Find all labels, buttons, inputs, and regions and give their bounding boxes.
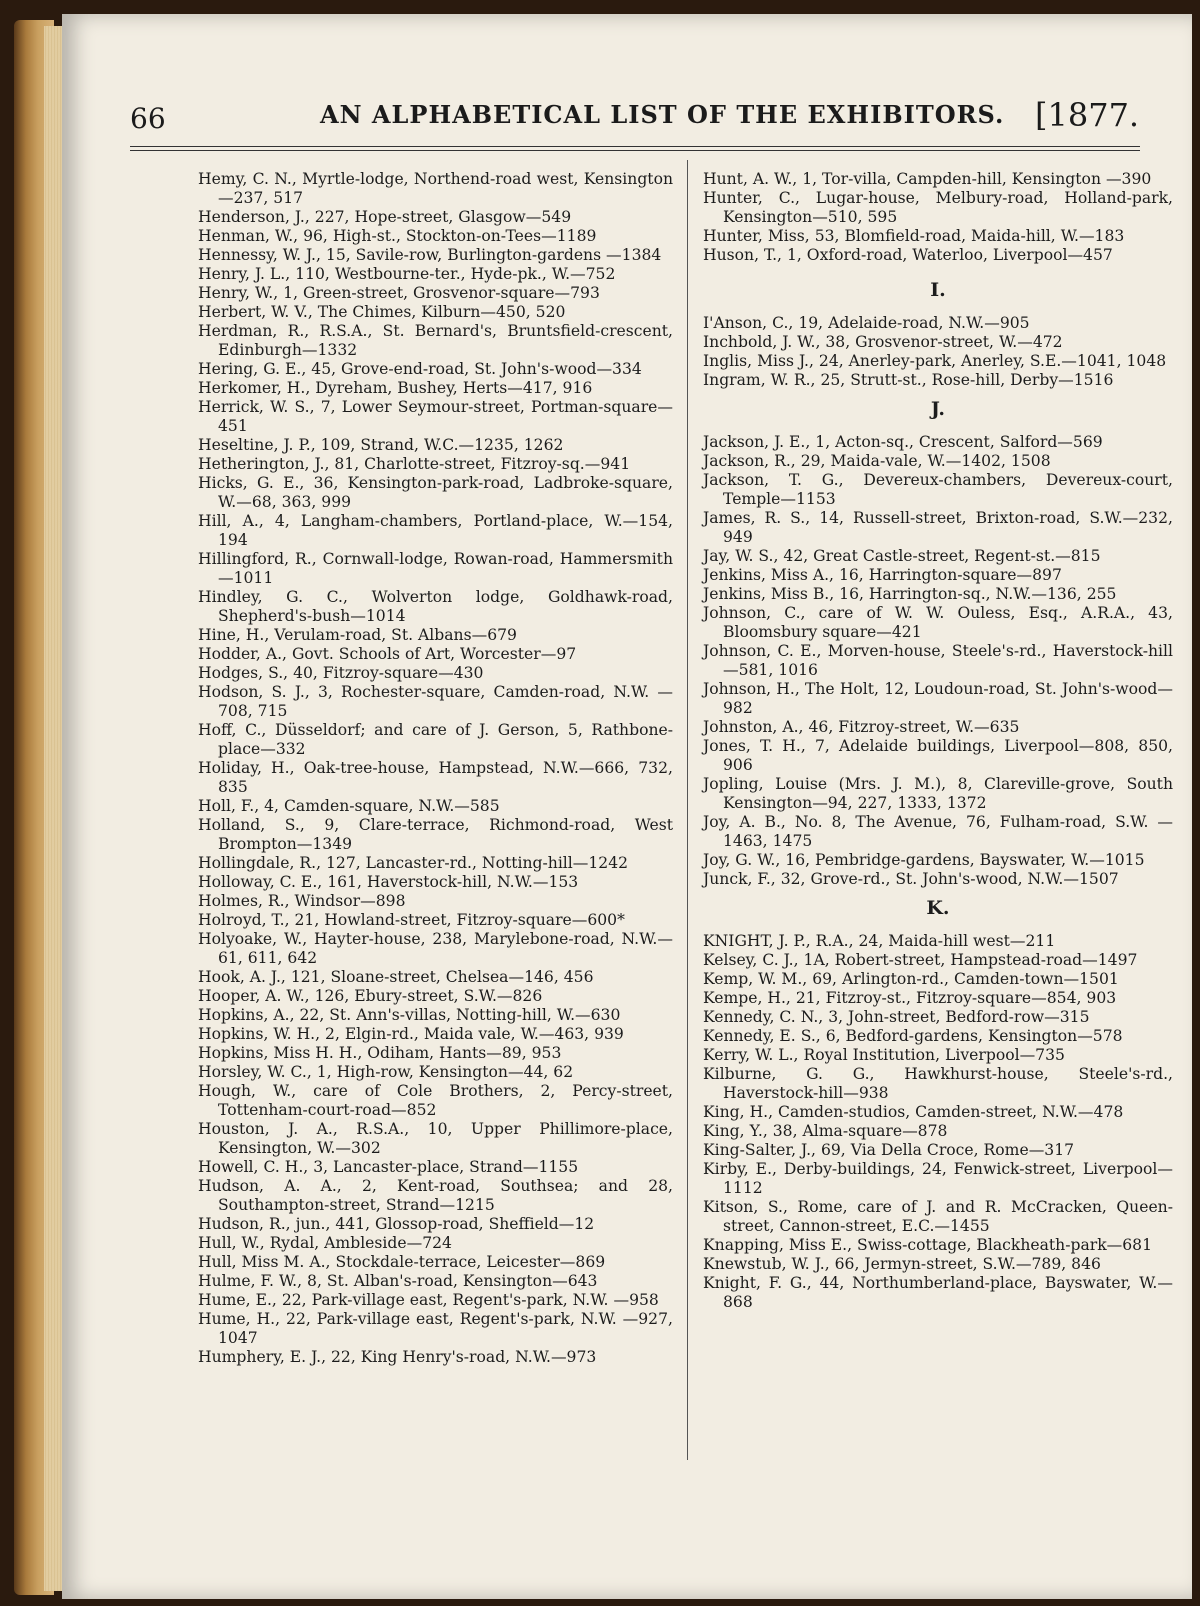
exhibitor-entry: Jay, W. S., 42, Great Castle-street, Regent-st.—815 — [703, 547, 1101, 565]
exhibitor-entry: Houston, J. A., R.S.A., 10, Upper Phillimore-place, Kensington, W.—302 — [198, 1120, 673, 1157]
section-heading-k: K. — [926, 897, 950, 919]
exhibitor-entry: Holmes, R., Windsor—898 — [198, 892, 406, 910]
exhibitor-entry: Herdman, R., R.S.A., St. Bernard's, Bruntsfield-crescent, Edinburgh—1332 — [198, 322, 673, 359]
exhibitor-entry: Holiday, H., Oak-tree-house, Hampstead, N.W.—666, 732, 835 — [198, 759, 673, 796]
exhibitor-entry: Heseltine, J. P., 109, Strand, W.C.—1235, 1262 — [198, 436, 564, 454]
exhibitor-entry: Hudson, R., jun., 441, Glossop-road, Sheffield—12 — [198, 1215, 595, 1233]
exhibitor-entry: Hunt, A. W., 1, Tor-villa, Campden-hill, Kensington —390 — [703, 170, 1152, 188]
exhibitor-entry: Huson, T., 1, Oxford-road, Waterloo, Liverpool—457 — [703, 246, 1113, 264]
exhibitor-entry: Junck, F., 32, Grove-rd., St. John's-wood, N.W.—1507 — [703, 870, 1119, 888]
exhibitor-entry: Hough, W., care of Cole Brothers, 2, Percy-street, Tottenham-court-road—852 — [198, 1082, 673, 1119]
exhibitor-entry: Henry, W., 1, Green-street, Grosvenor-square—793 — [198, 284, 600, 302]
exhibitor-entry: Hemy, C. N., Myrtle-lodge, Northend-road west, Kensington—237, 517 — [198, 170, 673, 207]
exhibitor-entry: Holyoake, W., Hayter-house, 238, Marylebone-road, N.W.—61, 611, 642 — [198, 930, 673, 967]
exhibitor-entry: Kelsey, C. J., 1A, Robert-street, Hampstead-road—1497 — [703, 951, 1138, 969]
right-column — [703, 170, 1173, 1312]
exhibitor-entry: Knapping, Miss E., Swiss-cottage, Blackheath-park—681 — [703, 1236, 1153, 1254]
section-heading-j: J. — [930, 398, 946, 420]
exhibitor-entry: Hill, A., 4, Langham-chambers, Portland-place, W.—154, 194 — [198, 512, 673, 549]
exhibitor-entry: Hillingford, R., Cornwall-lodge, Rowan-road, Hammersmith—1011 — [198, 550, 673, 587]
section-heading-i: I. — [930, 279, 946, 301]
page-header — [130, 92, 1140, 142]
header-rule-second — [130, 150, 1140, 151]
exhibitor-entry: KNIGHT, J. P., R.A., 24, Maida-hill west—211 — [703, 932, 1056, 950]
exhibitor-entry: Jackson, T. G., Devereux-chambers, Devereux-court, Temple—1153 — [703, 471, 1173, 508]
exhibitor-entry: Jopling, Louise (Mrs. J. M.), 8, Clareville-grove, South Kensington—94, 227, 1333, 1372 — [703, 775, 1173, 812]
exhibitor-entry: Hodder, A., Govt. Schools of Art, Worcester—97 — [198, 645, 577, 663]
exhibitor-entry: James, R. S., 14, Russell-street, Brixton-road, S.W.—232, 949 — [703, 509, 1173, 546]
exhibitor-entry: Hopkins, Miss H. H., Odiham, Hants—89, 953 — [198, 1044, 562, 1062]
k-entries — [703, 932, 1173, 1312]
exhibitor-entry: I'Anson, C., 19, Adelaide-road, N.W.—905 — [703, 314, 1030, 332]
exhibitor-entry: Henry, J. L., 110, Westbourne-ter., Hyde-pk., W.—752 — [198, 265, 616, 283]
exhibitor-entry: Jones, T. H., 7, Adelaide buildings, Liverpool—808, 850, 906 — [703, 737, 1173, 774]
exhibitor-entry: Hull, Miss M. A., Stockdale-terrace, Leicester—869 — [198, 1253, 606, 1271]
exhibitor-entry: Kilburne, G. G., Hawkhurst-house, Steele's-rd., Haverstock-hill—938 — [703, 1065, 1173, 1102]
exhibitor-entry: Howell, C. H., 3, Lancaster-place, Strand—1155 — [198, 1158, 579, 1176]
exhibitor-entry: Hicks, G. E., 36, Kensington-park-road, Ladbroke-square, W.—68, 363, 999 — [198, 474, 673, 511]
exhibitor-entry: Hetherington, J., 81, Charlotte-street, Fitzroy-sq.—941 — [198, 455, 631, 473]
exhibitor-entry: Kerry, W. L., Royal Institution, Liverpool—735 — [703, 1046, 1065, 1064]
exhibitor-entry: Jenkins, Miss A., 16, Harrington-square—897 — [703, 566, 1062, 584]
exhibitor-entry: Kempe, H., 21, Fitzroy-st., Fitzroy-square—854, 903 — [703, 989, 1117, 1007]
exhibitor-entry: Hine, H., Verulam-road, St. Albans—679 — [198, 626, 517, 644]
exhibitor-entry: Holloway, C. E., 161, Haverstock-hill, N.W.—153 — [198, 873, 579, 891]
exhibitor-entry: Jackson, R., 29, Maida-vale, W.—1402, 1508 — [703, 452, 1051, 470]
exhibitor-entry: Hunter, C., Lugar-house, Melbury-road, Holland-park, Kensington—510, 595 — [703, 189, 1173, 226]
exhibitor-entry: Knight, F. G., 44, Northumberland-place, Bayswater, W.—868 — [703, 1274, 1173, 1311]
exhibitor-entry: Hindley, G. C., Wolverton lodge, Goldhawk-road, Shepherd's-bush—1014 — [198, 588, 673, 625]
exhibitor-entry: Hull, W., Rydal, Ambleside—724 — [198, 1234, 452, 1252]
exhibitor-entry: Inglis, Miss J., 24, Anerley-park, Anerley, S.E.—1041, 1048 — [703, 352, 1167, 370]
exhibitor-entry: Hume, H., 22, Park-village east, Regent's-park, N.W. —927, 1047 — [198, 1310, 673, 1347]
exhibitor-entry: Kemp, W. M., 69, Arlington-rd., Camden-town—1501 — [703, 970, 1119, 988]
exhibitor-entry: Hulme, F. W., 8, St. Alban's-road, Kensington—643 — [198, 1272, 598, 1290]
exhibitor-entry: Kirby, E., Derby-buildings, 24, Fenwick-street, Liverpool—1112 — [703, 1160, 1173, 1197]
exhibitor-entry: Hoff, C., Düsseldorf; and care of J. Gerson, 5, Rathbone-place—332 — [198, 721, 673, 758]
exhibitor-entry: Joy, G. W., 16, Pembridge-gardens, Bayswater, W.—1015 — [703, 851, 1145, 869]
exhibitor-entry: Hook, A. J., 121, Sloane-street, Chelsea—146, 456 — [198, 968, 594, 986]
exhibitor-entry: Horsley, W. C., 1, High-row, Kensington—44, 62 — [198, 1063, 574, 1081]
exhibitor-entry: Joy, A. B., No. 8, The Avenue, 76, Fulham-road, S.W. —1463, 1475 — [703, 813, 1173, 850]
i-entries — [703, 314, 1173, 390]
exhibitor-entry: Hudson, A. A., 2, Kent-road, Southsea; and 28, Southampton-street, Strand—1215 — [198, 1177, 673, 1214]
exhibitor-entry: Jenkins, Miss B., 16, Harrington-sq., N.W.—136, 255 — [703, 585, 1117, 603]
exhibitor-entry: Ingram, W. R., 25, Strutt-st., Rose-hill, Derby—1516 — [703, 371, 1114, 389]
page-title: AN ALPHABETICAL LIST OF THE EXHIBITORS. — [320, 100, 1005, 129]
exhibitor-entry: Hering, G. E., 45, Grove-end-road, St. John's-wood—334 — [198, 360, 642, 378]
column-divider — [687, 160, 688, 1460]
exhibitor-entry: Jackson, J. E., 1, Acton-sq., Crescent, Salford—569 — [703, 433, 1103, 451]
exhibitor-entry: Kennedy, C. N., 3, John-street, Bedford-row—315 — [703, 1008, 1090, 1026]
exhibitor-entry: Johnson, C. E., Morven-house, Steele's-rd., Haverstock-hill—581, 1016 — [703, 642, 1173, 679]
exhibitor-entry: Hollingdale, R., 127, Lancaster-rd., Notting-hill—1242 — [198, 854, 629, 872]
j-entries — [703, 433, 1173, 889]
exhibitor-entry: Holland, S., 9, Clare-terrace, Richmond-road, West Brompton—1349 — [198, 816, 673, 853]
h-entries — [703, 170, 1173, 265]
exhibitor-entry: Johnson, H., The Holt, 12, Loudoun-road, St. John's-wood—982 — [703, 680, 1173, 717]
exhibitor-entry: Hopkins, W. H., 2, Elgin-rd., Maida vale, W.—463, 939 — [198, 1025, 624, 1043]
exhibitor-entry: Herbert, W. V., The Chimes, Kilburn—450, 520 — [198, 303, 566, 321]
exhibitor-entry: Henman, W., 96, High-st., Stockton-on-Tees—1189 — [198, 227, 597, 245]
exhibitor-entry: Humphery, E. J., 22, King Henry's-road, N.W.—973 — [198, 1348, 597, 1366]
exhibitor-entry: Herrick, W. S., 7, Lower Seymour-street, Portman-square—451 — [198, 398, 673, 435]
exhibitor-entry: Henderson, J., 227, Hope-street, Glasgow—549 — [198, 208, 572, 226]
exhibitor-entry: Hodson, S. J., 3, Rochester-square, Camden-road, N.W. —708, 715 — [198, 683, 673, 720]
exhibitor-entry: Hennessy, W. J., 15, Savile-row, Burlington-gardens —1384 — [198, 246, 662, 264]
page-year: [1877. — [1035, 96, 1140, 134]
exhibitor-entry: Herkomer, H., Dyreham, Bushey, Herts—417, 916 — [198, 379, 593, 397]
exhibitor-entry: Hooper, A. W., 126, Ebury-street, S.W.—826 — [198, 987, 543, 1005]
exhibitor-entry: Inchbold, J. W., 38, Grosvenor-street, W.—472 — [703, 333, 1063, 351]
exhibitor-entry: Kitson, S., Rome, care of J. and R. McCracken, Queen-street, Cannon-street, E.C.—1455 — [703, 1198, 1173, 1235]
exhibitor-entry: Hopkins, A., 22, St. Ann's-villas, Notting-hill, W.—630 — [198, 1006, 621, 1024]
exhibitor-entry: King, H., Camden-studios, Camden-street, N.W.—478 — [703, 1103, 1124, 1121]
exhibitor-entry: Knewstub, W. J., 66, Jermyn-street, S.W.—789, 846 — [703, 1255, 1101, 1273]
exhibitor-entry: Hume, E., 22, Park-village east, Regent's-park, N.W. —958 — [198, 1291, 659, 1309]
exhibitor-entry: Hodges, S., 40, Fitzroy-square—430 — [198, 664, 484, 682]
exhibitor-entry: King-Salter, J., 69, Via Della Croce, Rome—317 — [703, 1141, 1075, 1159]
exhibitor-entry: Holroyd, T., 21, Howland-street, Fitzroy-square—600* — [198, 911, 625, 929]
exhibitor-entry: King, Y., 38, Alma-square—878 — [703, 1122, 948, 1140]
exhibitor-entry: Johnston, A., 46, Fitzroy-street, W.—635 — [703, 718, 1020, 736]
exhibitor-entry: Hunter, Miss, 53, Blomfield-road, Maida-hill, W.—183 — [703, 227, 1125, 245]
exhibitor-entry: Johnson, C., care of W. W. Ouless, Esq., A.R.A., 43, Bloomsbury square—421 — [703, 604, 1173, 641]
exhibitor-entry: Holl, F., 4, Camden-square, N.W.—585 — [198, 797, 500, 815]
left-column — [198, 170, 673, 1367]
page-number: 66 — [130, 102, 166, 135]
exhibitor-entry: Kennedy, E. S., 6, Bedford-gardens, Kensington—578 — [703, 1027, 1123, 1045]
header-rule — [130, 146, 1140, 147]
